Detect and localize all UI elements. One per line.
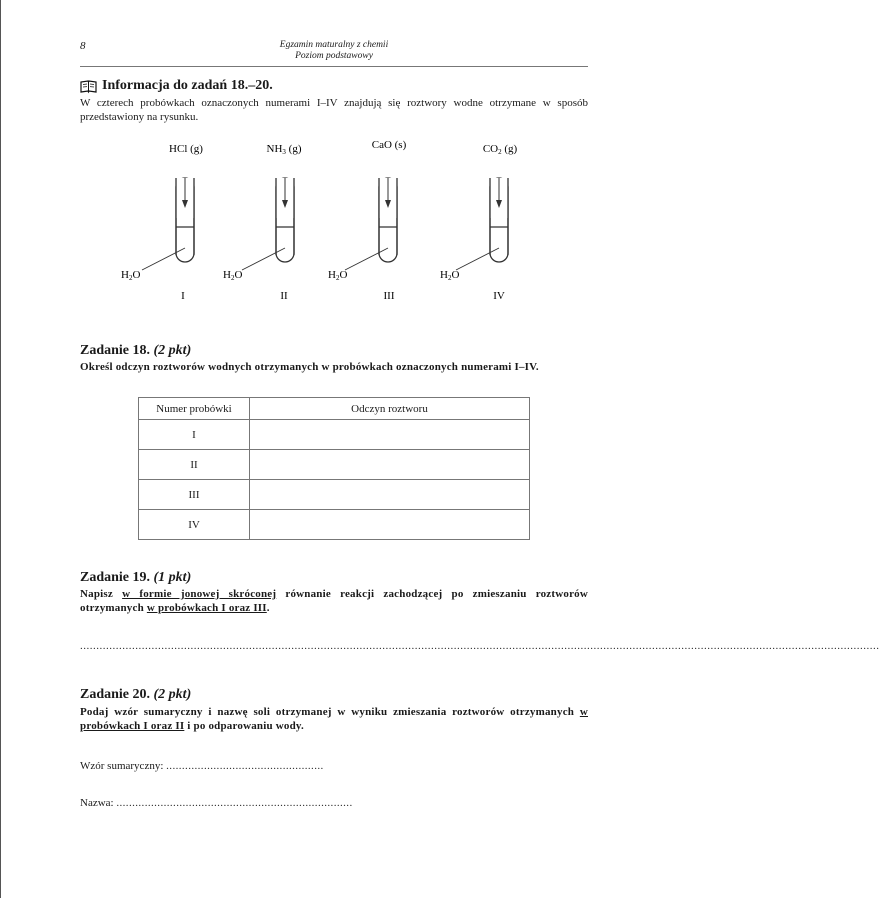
task-20-text-b: i po odparowaniu wody. — [184, 719, 304, 732]
formula-label: Wzór sumaryczny: — [80, 760, 167, 772]
table-row — [139, 420, 530, 450]
task-19-title — [80, 570, 191, 586]
task-18-title — [80, 343, 191, 359]
table-cell-answer[interactable] — [250, 480, 530, 510]
table-cell-answer[interactable] — [250, 450, 530, 480]
task-19-text-b: równanie reakcji zachodzącej po zmieszaniu roztworów otrzymanych — [80, 588, 588, 614]
task-20-text-a: Podaj wzór sumaryczny i nazwę soli otrzymanej w wyniku zmieszania roztworów otrzymanych — [80, 706, 580, 718]
table-cell-tube: II — [139, 450, 250, 480]
tube-2-reagent: NH3 (g) — [266, 143, 302, 156]
task-19-emphasis-ionic: w formie jonowej skróconej — [122, 588, 277, 600]
test-tubes-diagram — [100, 130, 580, 310]
name-answer-line[interactable]: ........................................................................... — [116, 797, 353, 809]
table-row — [139, 450, 530, 480]
task-19-text-c: . — [266, 601, 270, 614]
task-20-title — [80, 687, 191, 703]
task-20-points: (2 pkt) — [153, 687, 192, 702]
task-18-label: Zadanie 18. — [80, 343, 151, 358]
tube-1-reagent: HCl (g) — [169, 143, 203, 155]
tube-4-water: H2O — [440, 269, 460, 282]
tube-3-water: H2O — [328, 269, 348, 282]
table-header-row — [139, 398, 530, 420]
task-19-label: Zadanie 19. — [80, 570, 151, 585]
table-cell-tube: I — [139, 420, 250, 450]
task-18-text: Określ odczyn roztworów wodnych otrzymanych w probówkach oznaczonych numerami I–IV. — [80, 361, 539, 373]
task-18-points: (2 pkt) — [153, 343, 192, 358]
name-label: Nazwa: — [80, 797, 117, 809]
table-row — [139, 480, 530, 510]
task-19-emphasis-tubes: w probówkach I oraz III — [146, 601, 267, 614]
table-row — [139, 510, 530, 540]
name-field — [80, 797, 353, 809]
tube-1-number: I — [181, 290, 185, 302]
tube-2 — [223, 143, 302, 302]
table-cell-tube: IV — [139, 510, 250, 540]
tube-3-reagent: CaO (s) — [371, 139, 407, 151]
info-heading — [80, 78, 273, 94]
page-number: 8 — [80, 40, 86, 52]
info-text: W czterech probówkach oznaczonych numerami I–IV znajdują się roztwory wodne otrzymane w sposób przedstawiony na rysunku. — [80, 97, 588, 123]
tube-3-number: III — [383, 290, 395, 302]
page-header — [80, 38, 588, 67]
task-20-label: Zadanie 20. — [80, 687, 151, 702]
tube-3 — [328, 139, 407, 302]
formula-answer-line[interactable]: .................................................. — [166, 760, 324, 772]
book-icon — [80, 80, 97, 93]
header-exam-name: Egzamin maturalny z chemii — [279, 40, 389, 50]
tube-1-water: H2O — [121, 269, 141, 282]
table-header-reaction: Odczyn roztworu — [250, 398, 530, 420]
table-header-tube: Numer probówki — [139, 398, 250, 420]
table-cell-answer[interactable] — [250, 510, 530, 540]
tube-4 — [440, 143, 518, 302]
task-19-answer-line[interactable]: ...................................................................................................................................................................................................................................................... — [80, 640, 880, 652]
tube-4-number: IV — [493, 290, 505, 302]
tube-2-water: H2O — [223, 269, 243, 282]
table-cell-tube: III — [139, 480, 250, 510]
reaction-table — [138, 397, 530, 540]
task-20-emphasis-tubes: w probówkach I oraz II — [80, 706, 588, 732]
header-title — [80, 40, 588, 62]
task-19-points: (1 pkt) — [153, 570, 192, 585]
info-title: Informacja do zadań 18.–20. — [102, 78, 273, 93]
tube-1 — [121, 143, 203, 302]
task-20-text — [80, 706, 588, 733]
header-level: Poziom podstawowy — [295, 51, 373, 61]
tube-2-number: II — [280, 290, 288, 302]
task-19-text — [80, 588, 588, 615]
tube-4-reagent: CO2 (g) — [482, 143, 518, 156]
task-19-text-a: Napisz — [80, 588, 123, 600]
formula-field — [80, 760, 324, 772]
table-cell-answer[interactable] — [250, 420, 530, 450]
